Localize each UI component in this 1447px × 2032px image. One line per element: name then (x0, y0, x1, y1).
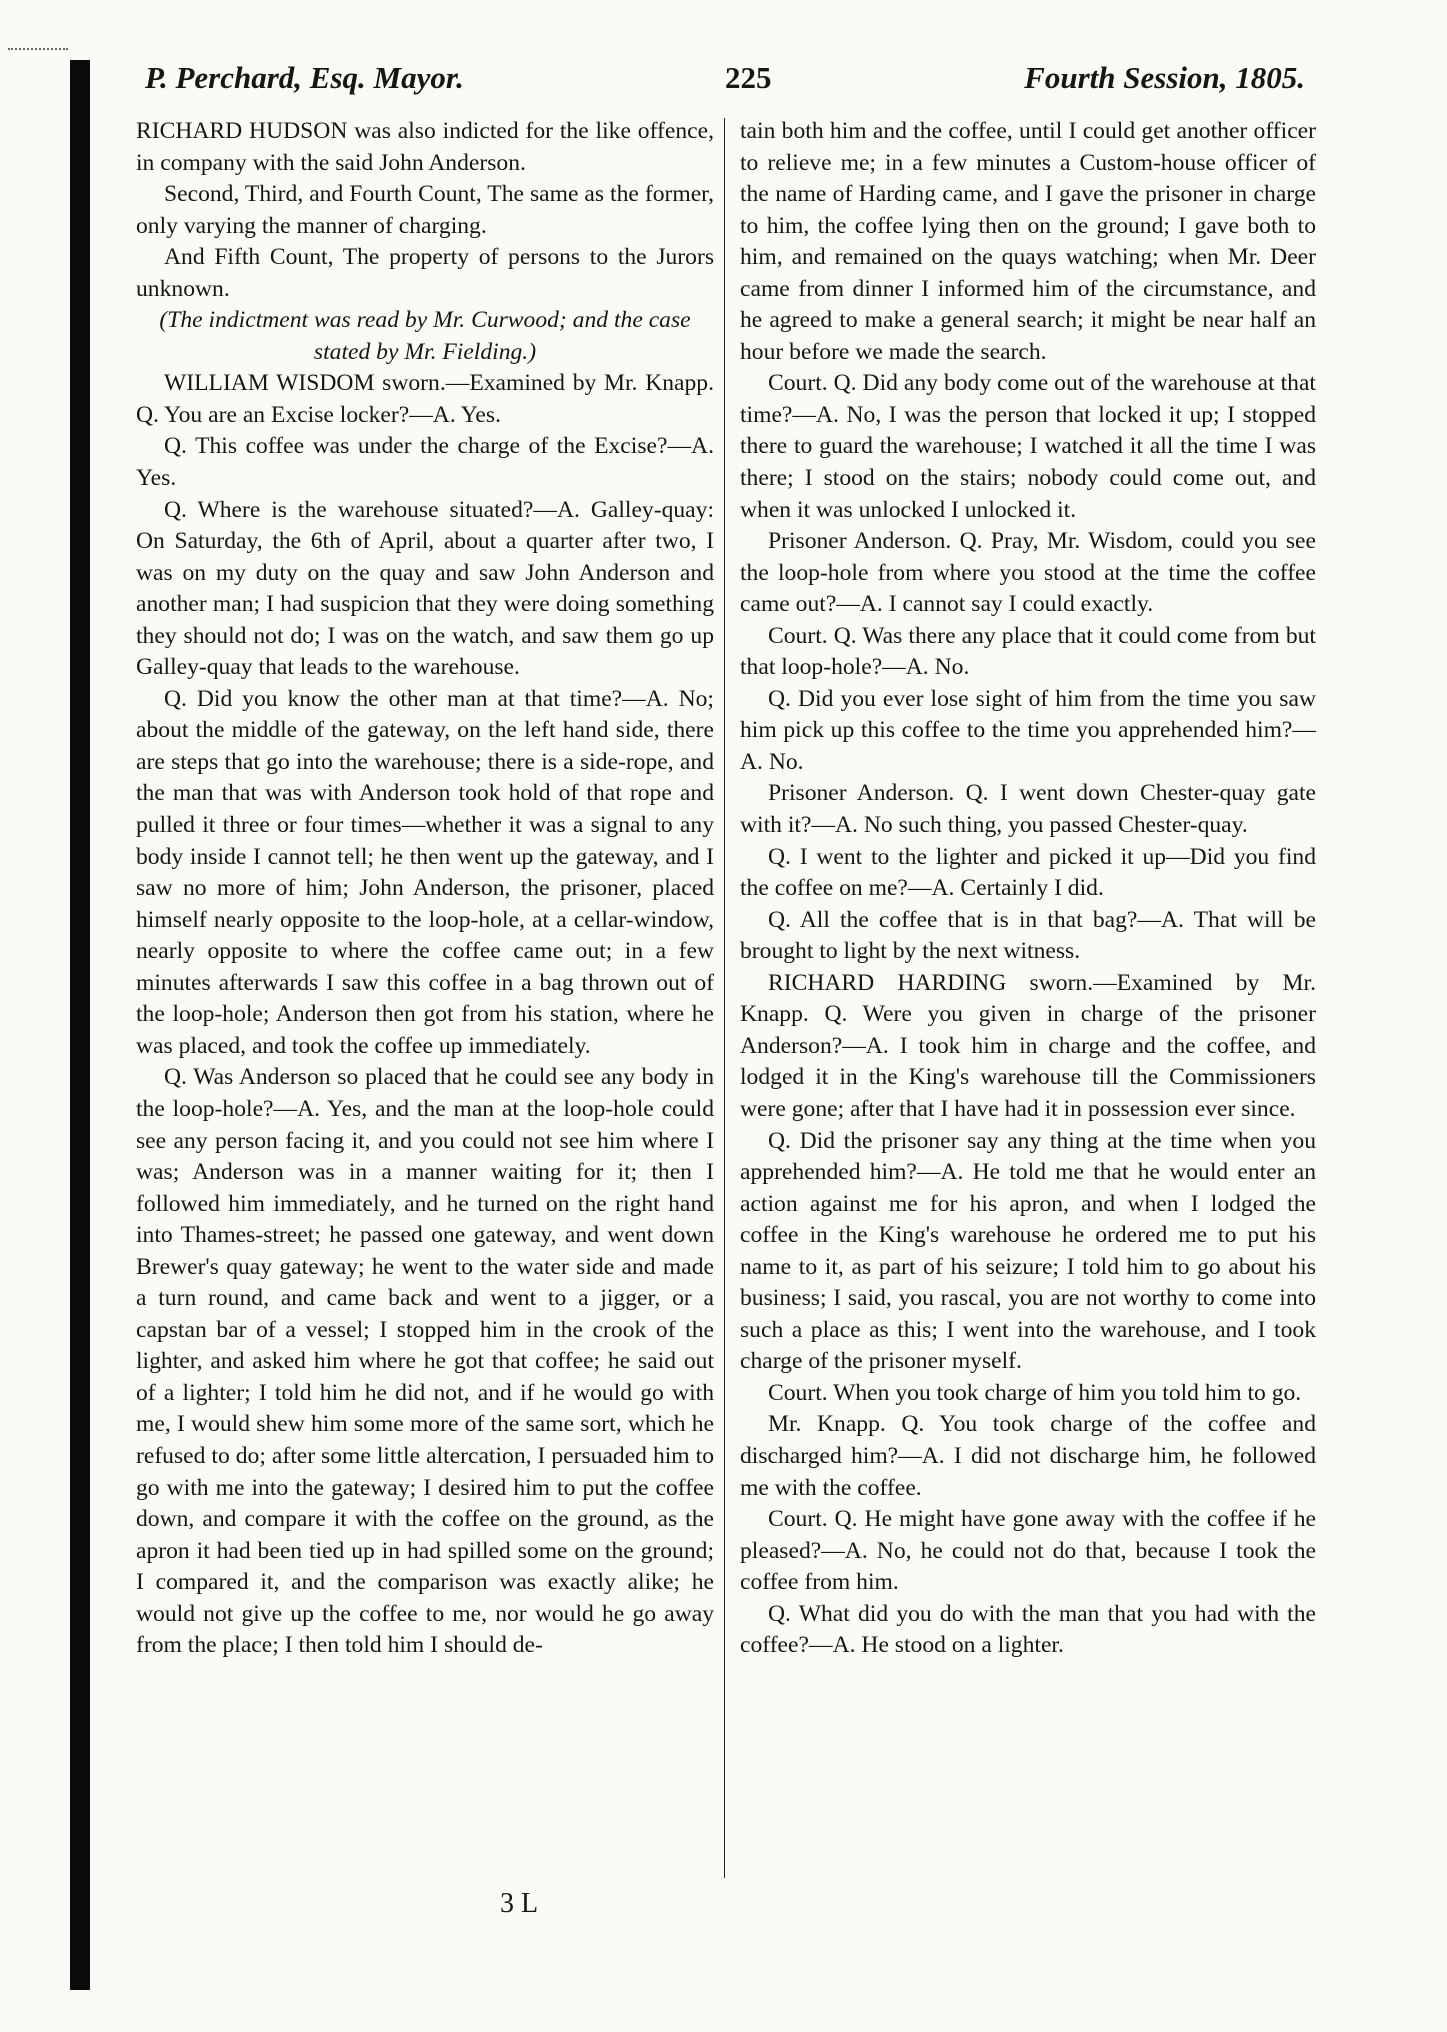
paragraph: Mr. Knapp. Q. You took charge of the coffee and discharged him?—A. I did not discharge him, he followed me with the coffee. (740, 1411, 1316, 1501)
paragraph: RICHARD HUDSON was also indicted for the like offence, in company with the said John Anderson. (136, 118, 714, 176)
paragraph: Court. Q. Was there any place that it could come from but that loop-hole?—A. No. (740, 622, 1316, 681)
signature-mark: 3 L (500, 1888, 539, 1919)
paragraph: Q. Did you ever lose sight of him from the time you saw him pick up this coffee to the time you apprehended him?—A. No. (740, 685, 1316, 775)
paragraph: Prisoner Anderson. Q. Pray, Mr. Wisdom, could you see the loop-hole from where you stood at the time the coffee came out?—A. I cannot say I could exactly. (740, 528, 1316, 618)
paragraph: RICHARD HARDING sworn.—Examined by Mr. Knapp. Q. Were you given in charge of the prisoner Anderson?—A. I took him in charge and the coffee, and lodged it in the King's warehouse till the Commissioners were gone; after that I have had it in possession ever since. (740, 969, 1316, 1122)
header-session: Fourth Session, 1805. (1024, 60, 1305, 95)
column-divider (724, 118, 725, 1878)
paragraph: Q. Did the prisoner say any thing at the time when you apprehended him?—A. He told me that he would enter an action against me for his apron, and when I lodged the coffee in the King's warehouse he ordered me to put his name to it, as part of his seizure; I told him to go about his business; I said, you rascal, you are not worthy to come into such a place as this; I went into the warehouse, and I took charge of the prisoner myself. (740, 1127, 1316, 1375)
paragraph: And Fifth Count, The property of persons to the Jurors unknown. (136, 244, 714, 302)
page-binding-edge (70, 60, 90, 1990)
left-column (136, 116, 714, 1662)
paragraph: Court. When you took charge of him you told him to go. (768, 1379, 1302, 1406)
page-number: 225 (725, 60, 772, 95)
paragraph: Court. Q. Did any body come out of the warehouse at that time?—A. No, I was the person that locked it up; I stopped there to guard the warehouse; I watched it all the time I was there; I stood on the stairs; nobody could come out, and when it was unlocked I unlocked it. (740, 370, 1316, 523)
paragraph: Second, Third, and Fourth Count, The same as the former, only varying the manner of charging. (136, 181, 714, 239)
paragraph: Q. All the coffee that is in that bag?—A. That will be brought to light by the next witness. (740, 906, 1316, 965)
paragraph: Q. Where is the warehouse situated?—A. Galley-quay: On Saturday, the 6th of April, about a quarter after two, I was on my duty on the quay and saw John Anderson and another man; I had suspicion that they were doing something they should not do; I was on the watch, and saw them go up Galley-quay that leads to the warehouse. (136, 496, 714, 681)
header-mayor: P. Perchard, Esq. Mayor. (145, 60, 464, 95)
paragraph: Q. Did you know the other man at that time?—A. No; about the middle of the gateway, on the left hand side, there are steps that go into the warehouse; there is a side-rope, and the man that was with Anderson took hold of that rope and pulled it three or four times—whether it was a signal to any body inside I cannot tell; he then went up the gateway, and I saw no more of him; John Anderson, the prisoner, placed himself nearly opposite to the loop-hole, at a cellar-window, nearly opposite to where the coffee came out; in a few minutes afterwards I saw this coffee in a bag thrown out of the loop-hole; Anderson then got from his station, where he was placed, and took the coffee up immediately. (136, 685, 714, 1059)
running-header (145, 60, 1305, 110)
paragraph: (The indictment was read by Mr. Curwood; and the case stated by Mr. Fielding.) (159, 307, 691, 365)
scan-speckle (8, 48, 68, 52)
right-column (740, 116, 1316, 1662)
paragraph: Q. Was Anderson so placed that he could see any body in the loop-hole?—A. Yes, and the man at the loop-hole could see any person facing it, and you could not see him where I was; Anderson was in a manner waiting for it; then I followed him immediately, and he turned on the right hand into Thames-street; he passed one gateway, and went down Brewer's quay gateway; he went to the water side and made a turn round, and came back and went to a jigger, or a capstan bar of a vessel; I stopped him in the crook of the lighter, and asked him where he got that coffee; he said out of a lighter; I told him he did not, and if he would go with me, I would shew him some more of the same sort, which he refused to do; after some little altercation, I persuaded him to go with me into the gateway; I desired him to put the coffee down, and compare it with the coffee on the ground, as the apron it had been tied up in had spilled some on the ground; I compared it, and the comparison was exactly alike; he would not give up the coffee to me, nor would he go away from the place; I then told him I should de- (136, 1064, 714, 1659)
paragraph: Court. Q. He might have gone away with the coffee if he pleased?—A. No, he could not do that, because I took the coffee from him. (740, 1506, 1316, 1596)
paragraph: WILLIAM WISDOM sworn.—Examined by Mr. Knapp. Q. You are an Excise locker?—A. Yes. (136, 370, 714, 428)
paragraph: tain both him and the coffee, until I could get another officer to relieve me; in a few minutes a Custom-house officer of the name of Harding came, and I gave the prisoner in charge to him, the coffee lying then on the ground; I gave both to him, and remained on the quays watching; when Mr. Deer came from dinner I informed him of the circumstance, and he agreed to make a general search; it might be near half an hour before we made the search. (740, 118, 1316, 365)
paragraph: Q. What did you do with the man that you had with the coffee?—A. He stood on a lighter. (740, 1600, 1316, 1659)
paragraph: Q. This coffee was under the charge of the Excise?—A. Yes. (136, 433, 714, 492)
paragraph: Q. I went to the lighter and picked it up—Did you find the coffee on me?—A. Certainly I did. (740, 843, 1316, 902)
paragraph: Prisoner Anderson. Q. I went down Chester-quay gate with it?—A. No such thing, you passed Chester-quay. (740, 780, 1316, 839)
